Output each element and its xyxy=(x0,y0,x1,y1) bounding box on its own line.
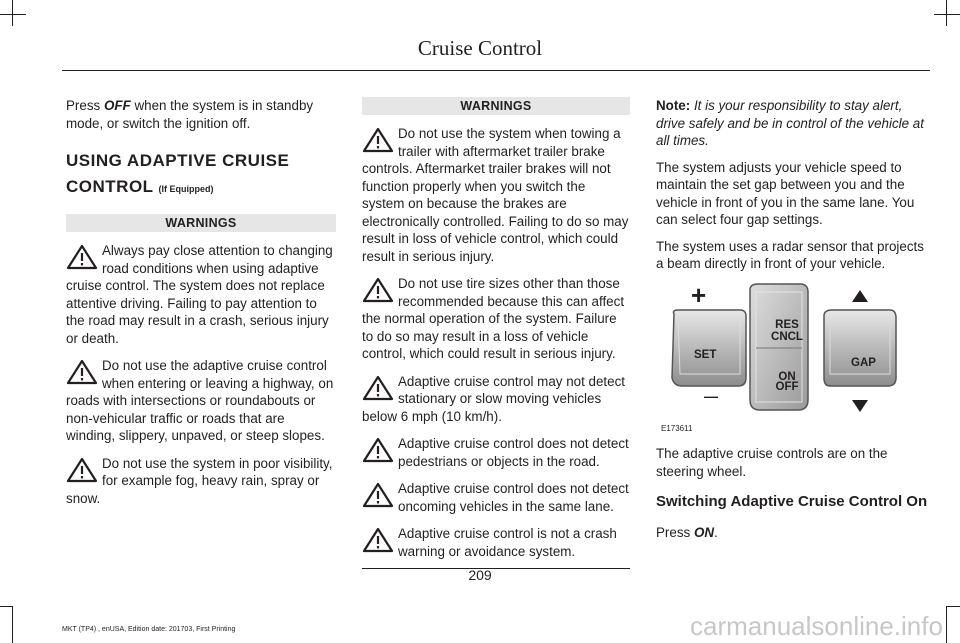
warning-triangle-icon xyxy=(362,437,394,463)
crop-mark xyxy=(946,606,947,643)
crop-mark xyxy=(0,606,13,607)
note-label: Note: xyxy=(656,98,691,113)
warning-triangle-icon xyxy=(66,244,98,270)
warning-text: Adaptive cruise control is not a crash warning or avoidance system. xyxy=(398,526,617,559)
footer-text: MKT (TP4) , enUSA, Edition date: 201703, First Printing xyxy=(62,626,236,633)
note-text: It is your responsibility to stay alert, drive safely and be in control of the vehicle at all times. xyxy=(656,98,924,148)
gap-button-label: GAP xyxy=(851,357,876,369)
column-right xyxy=(656,97,930,273)
set-button-label: SET xyxy=(694,349,717,361)
warning-text: Do not use the system in poor visibility, for example fog, heavy rain, spray or snow. xyxy=(66,455,333,506)
minus-icon: — xyxy=(704,388,718,404)
figure-caption: The adaptive cruise controls are on the steering wheel. xyxy=(656,446,888,479)
section-heading xyxy=(66,150,336,200)
warning-text: Do not use the adaptive cruise control when entering or leaving a highway, on roads with intersections or roundabouts or non-vehicular traffic or roads that are winding, slippery, unpaved, or steep slopes. xyxy=(66,358,334,443)
column-left xyxy=(66,97,336,507)
warnings-header: WARNINGS xyxy=(362,97,630,115)
warning-item xyxy=(362,373,630,426)
crop-mark xyxy=(946,0,947,26)
on-button-label: ON xyxy=(778,371,796,383)
warning-item xyxy=(362,480,630,515)
warning-text: Do not use tire sizes other than those recommended because this can affect the normal operation of the system. Failure to do so may result in a loss of vehicle control, which could result in serious injury. xyxy=(362,276,625,361)
arrow-down-icon xyxy=(852,400,868,412)
body-paragraph: The system uses a radar sensor that projects a beam directly in front of your vehicle. xyxy=(656,238,924,271)
section-heading-line: USING ADAPTIVE CRUISE xyxy=(66,151,290,170)
warning-triangle-icon xyxy=(362,375,394,401)
warnings-list xyxy=(66,242,336,507)
set-button-shape xyxy=(672,310,746,386)
warning-text: Adaptive cruise control does not detect pedestrians or objects in the road. xyxy=(398,436,629,469)
warning-triangle-icon xyxy=(362,527,394,553)
warning-text: Do not use the system when towing a trailer with aftermarket trailer brake controls. Aftermarket trailer brakes will not function properly when you switch the system on because the brakes are electronically controlled. Failing to do so may result in loss of vehicle control, which could result in serious injury. xyxy=(362,126,629,264)
warnings-list xyxy=(362,125,630,560)
warning-text: Adaptive cruise control does not detect oncoming vehicles in the same lane. xyxy=(398,481,629,514)
intro-text: Press xyxy=(66,98,104,113)
warning-triangle-icon xyxy=(66,457,98,483)
crop-mark xyxy=(12,606,13,643)
heading-note: (If Equipped) xyxy=(158,184,214,194)
crop-mark xyxy=(946,606,960,607)
warning-item xyxy=(66,455,336,508)
warning-item xyxy=(362,435,630,470)
intro-text: when the system is in standby mode, or switch the ignition off. xyxy=(66,98,314,131)
crop-mark xyxy=(0,14,26,15)
warning-item xyxy=(362,525,630,560)
press-on-paragraph xyxy=(656,524,930,542)
column-right-lower xyxy=(656,445,930,542)
figure-code: E173611 xyxy=(661,424,693,433)
warning-text: Adaptive cruise control may not detect stationary or slow moving vehicles below 6 mph (10 km/h). xyxy=(362,373,626,424)
warning-triangle-icon xyxy=(362,277,394,303)
warning-triangle-icon xyxy=(362,482,394,508)
warning-item xyxy=(66,242,336,347)
warning-triangle-icon xyxy=(362,127,394,153)
section-heading-line: CONTROL xyxy=(66,177,154,196)
off-button-label: OFF xyxy=(775,381,799,393)
warning-item xyxy=(66,357,336,445)
warning-item xyxy=(362,275,630,363)
press-text: Press xyxy=(656,525,694,540)
subheading: Switching Adaptive Cruise Control On xyxy=(656,493,928,510)
warning-triangle-icon xyxy=(66,359,98,385)
arrow-up-icon xyxy=(852,290,868,302)
column-middle xyxy=(362,97,630,569)
gap-button-shape xyxy=(824,310,896,386)
crop-mark xyxy=(12,0,13,26)
res-button-label: RES xyxy=(775,319,799,331)
press-text: . xyxy=(714,525,718,540)
header-rule xyxy=(62,70,930,71)
page-title: Cruise Control xyxy=(417,36,543,60)
note-paragraph xyxy=(656,97,930,150)
warnings-header: WARNINGS xyxy=(66,214,336,232)
warning-item xyxy=(362,125,630,265)
crop-mark xyxy=(934,14,960,15)
watermark: carmanualsonline.info xyxy=(690,611,943,641)
intro-paragraph xyxy=(66,97,336,132)
cncl-button-label: CNCL xyxy=(771,331,803,343)
warning-text: Always pay close attention to changing road conditions when using adaptive cruise control. The system does not replace attentive driving. Failing to pay attention to the road may result in a crash, serious injury or death. xyxy=(66,243,333,346)
page-number: 209 xyxy=(468,567,492,583)
body-paragraph: The system adjusts your vehicle speed to maintain the set gap between you and the vehicle in front of you in the same lane. You can select four gap settings. xyxy=(656,159,915,227)
off-key-label: OFF xyxy=(103,98,131,113)
on-key-label: ON xyxy=(693,525,715,540)
plus-icon: + xyxy=(691,280,707,310)
